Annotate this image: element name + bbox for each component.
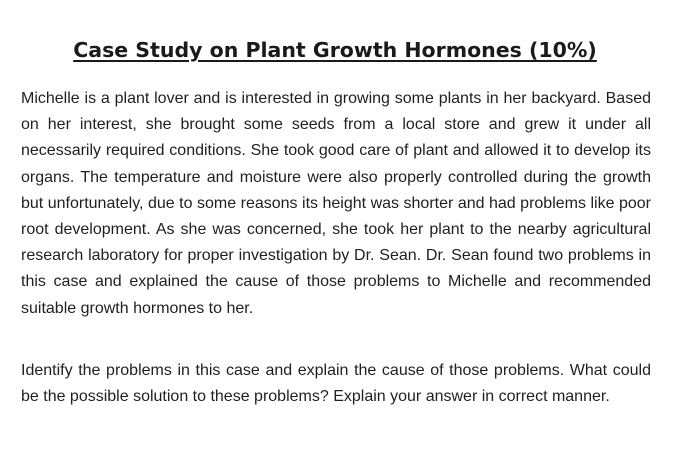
question-paragraph: Identify the problems in this case and explain the cause of those problems. What could be the possible solution to these problems? Explain your answer in correct manner. [21, 362, 651, 406]
page-title: Case Study on Plant Growth Hormones (10%) [73, 38, 597, 62]
case-description-paragraph: Michelle is a plant lover and is interested in growing some plants in her backyard. Based on her interest, she brought some seeds from a local store and grew it under all necessarily required conditions. She took good care of plant and allowed it to develop its organs. The temperature and moisture were also properly controlled during the growth but unfortunately, due to some reasons its height was shorter and had problems like poor root development. As she was concerned, she took her plant to the nearby agricultural research laboratory for proper investigation by Dr. Sean. Dr. Sean found two problems in this case and explained the cause of those problems to Michelle and recommended suitable growth hormones to her. [21, 90, 651, 317]
